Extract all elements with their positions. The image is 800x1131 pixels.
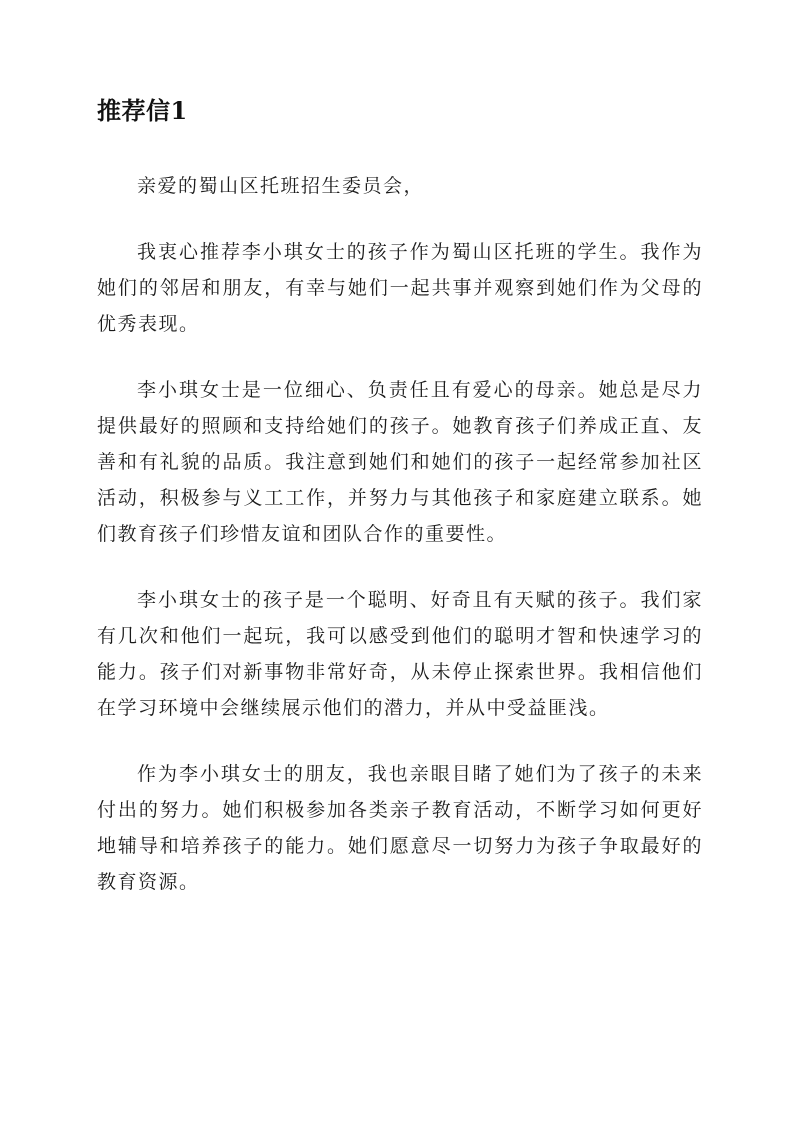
paragraph-child: 李小琪女士的孩子是一个聪明、好奇且有天赋的孩子。我们家有几次和他们一起玩，我可以感受到他们的聪明才智和快速学习的能力。孩子们对新事物非常好奇，从未停止探索世界。我相信他们在学习环境中会继续展示他们的潜力，并从中受益匪浅。 (97, 589, 703, 719)
document-title: 推荐信1 (97, 96, 188, 125)
paragraph-mother: 李小琪女士是一位细心、负责任且有爱心的母亲。她总是尽力提供最好的照顾和支持给她们的孩子。她教育孩子们养成正直、友善和有礼貌的品质。我注意到她们和她们的孩子一起经常参加社区活动，积极参与义工工作，并努力与其他孩子和家庭建立联系。她们教育孩子们珍惜友谊和团队合作的重要性。 (97, 379, 703, 545)
paragraph-intro: 我衷心推荐李小琪女士的孩子作为蜀山区托班的学生。我作为她们的邻居和朋友，有幸与她们一起共事并观察到她们作为父母的优秀表现。 (97, 241, 703, 335)
letter-body (97, 168, 703, 930)
paragraph-friend: 作为李小琪女士的朋友，我也亲眼目睹了她们为了孩子的未来付出的努力。她们积极参加各类亲子教育活动，不断学习如何更好地辅导和培养孩子的能力。她们愿意尽一切努力为孩子争取最好的教育资源。 (97, 763, 703, 893)
salutation: 亲爱的蜀山区托班招生委员会， (137, 175, 425, 197)
